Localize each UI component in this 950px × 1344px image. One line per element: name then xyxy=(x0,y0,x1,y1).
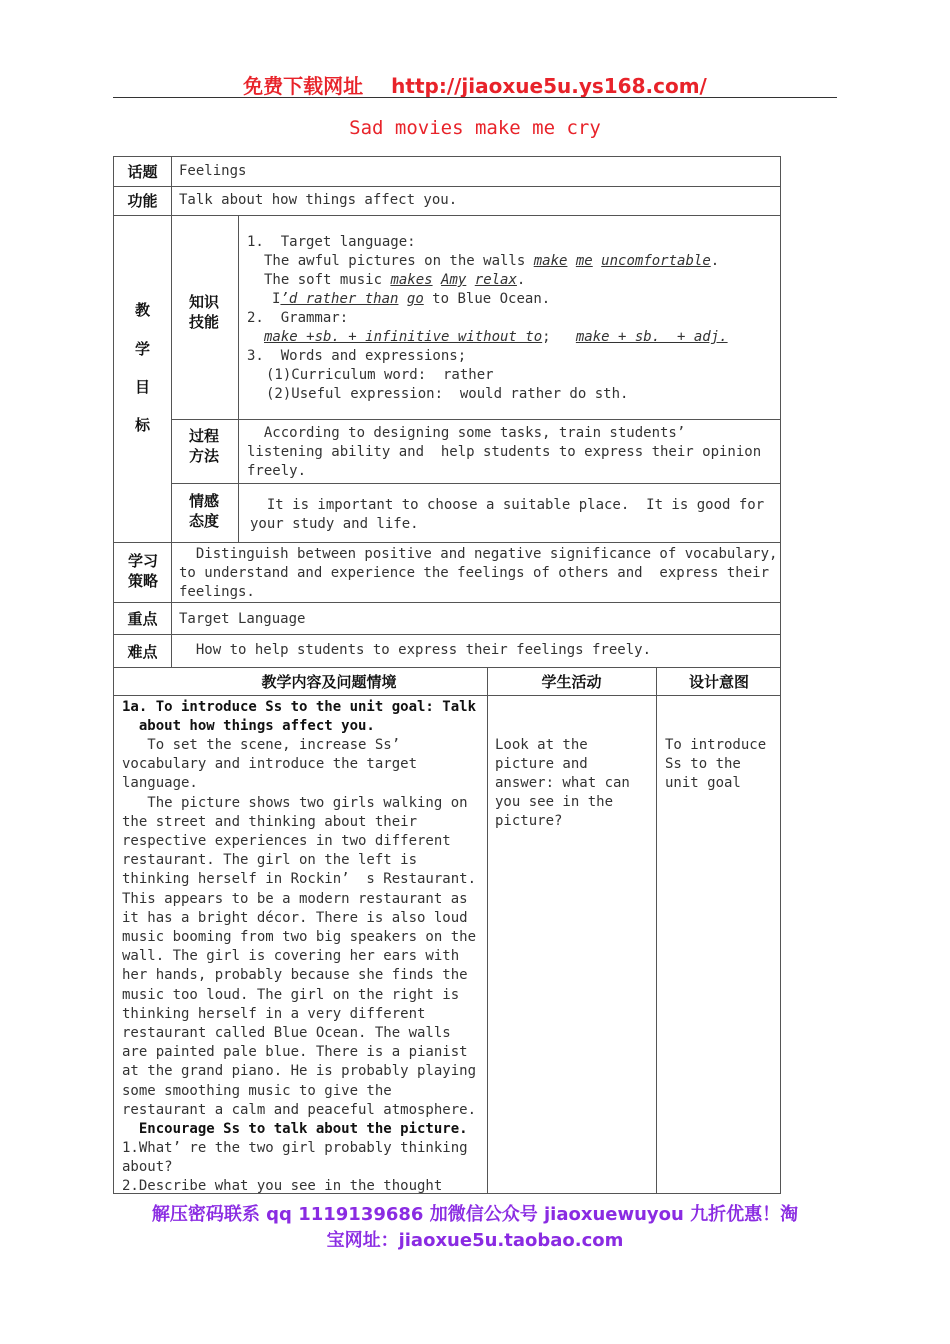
footer-line-1: 解压密码联系 qq 1119139686 加微信公众号 jiaoxuewuyou 九折优惠！淘 xyxy=(151,1204,799,1225)
content-body-line: wall. The girl is covering her ears with xyxy=(122,948,460,965)
free-download-label: 免费下载网址 xyxy=(243,74,364,98)
attitude-line-1: It is important to choose a suitable place. It is good for xyxy=(250,497,765,513)
key-point-label: 重点 xyxy=(127,610,158,628)
activity-line-3: answer: what can xyxy=(495,775,630,791)
content-heading-1: 1a. To introduce Ss to the unit goal: Talk xyxy=(122,699,477,715)
knowledge-label: 知识技能 xyxy=(188,293,219,331)
activity-line-1: Look at the xyxy=(495,737,588,753)
goals-label-2: 学 xyxy=(134,340,150,358)
header-url-link[interactable]: http://jiaoxue5u.ys168.com/ xyxy=(391,74,707,98)
attitude-label: 情感态度 xyxy=(188,492,219,530)
knowledge-example-3: I’d rather than go to Blue Ocean. xyxy=(272,291,551,307)
design-line-1: To introduce xyxy=(665,737,767,753)
design-line-3: unit goal xyxy=(665,775,741,791)
content-body-line: To set the scene, increase Ss’ xyxy=(122,737,401,753)
attitude-line-2: your study and life. xyxy=(250,516,419,532)
process-line-2: listening ability and help students to express their opinion xyxy=(247,444,762,460)
goals-label-4: 标 xyxy=(134,416,150,434)
activity-line-5: picture? xyxy=(495,813,563,829)
design-line-2: Ss to the xyxy=(665,756,741,772)
content-body-line: music too loud. The girl on the right is xyxy=(122,986,460,1003)
strategy-label: 学习策略 xyxy=(127,552,158,590)
content-body-line: at the grand piano. He is probably playing xyxy=(122,1063,477,1080)
content-body-line: her hands, probably because she finds the xyxy=(122,967,468,984)
header-banner xyxy=(0,70,950,99)
topic-label: 话题 xyxy=(127,163,158,181)
content-body-line: the street and thinking about their xyxy=(122,813,418,830)
process-line-1: According to designing some tasks, train students’ xyxy=(247,425,686,441)
knowledge-grammar: make +sb. + infinitive without to; make + sb. + adj. xyxy=(264,329,728,345)
content-body-line: The picture shows two girls walking on xyxy=(122,794,468,811)
content-body-line: restaurant called Blue Ocean. The walls xyxy=(122,1025,451,1041)
process-line-3: freely. xyxy=(247,463,307,479)
function-value: Talk about how things affect you. xyxy=(179,192,458,208)
design-column-header: 设计意图 xyxy=(688,673,749,691)
knowledge-word: (1)Curriculum word: rather xyxy=(266,367,494,383)
content-body-line: some smoothing music to give the xyxy=(122,1082,392,1099)
content-body-line: thinking herself in a very different xyxy=(122,1005,426,1022)
function-label: 功能 xyxy=(127,192,158,210)
goals-label-3: 目 xyxy=(134,378,150,396)
question-line-2: about? xyxy=(122,1159,173,1175)
difficulty-label: 难点 xyxy=(127,643,158,661)
difficulty-value: How to help students to express their feelings freely. xyxy=(179,642,652,658)
header-rule xyxy=(113,97,837,98)
content-body-line: restaurant a calm and peaceful atmosphere. xyxy=(122,1101,477,1118)
strategy-line-2: to understand and experience the feelings of others and express their xyxy=(179,565,770,581)
question-line-3: 2.Describe what you see in the thought xyxy=(122,1178,443,1194)
knowledge-item-1: 1. Target language: xyxy=(247,234,416,250)
activity-line-2: picture and xyxy=(495,756,588,772)
encourage-line: Encourage Ss to talk about the picture. xyxy=(122,1121,468,1137)
knowledge-item-2: 2. Grammar: xyxy=(247,310,349,326)
knowledge-example-2: The soft music makes Amy relax. xyxy=(264,272,526,288)
knowledge-item-3: 3. Words and expressions; xyxy=(247,348,467,364)
content-body-line: This appears to be a modern restaurant as xyxy=(122,890,468,907)
content-body-line: vocabulary and introduce the target xyxy=(122,756,418,773)
content-body-line: music booming from two big speakers on the xyxy=(122,929,477,945)
page-title: Sad movies make me cry xyxy=(349,117,601,139)
strategy-line-1: Distinguish between positive and negative significance of vocabulary, xyxy=(179,546,778,562)
content-body-line: respective experiences in two different xyxy=(122,833,451,849)
question-line-1: 1.What’ re the two girl probably thinking xyxy=(122,1140,468,1156)
activity-line-4: you see in the xyxy=(495,794,614,810)
content-body-line: are painted pale blue. There is a pianist xyxy=(122,1044,468,1061)
content-column-header: 教学内容及问题情境 xyxy=(261,673,397,691)
footer-line-2: 宝网址：jiaoxue5u.taobao.com xyxy=(326,1230,624,1251)
knowledge-expression: (2)Useful expression: would rather do sth. xyxy=(266,386,629,402)
key-point-value: Target Language xyxy=(179,611,306,627)
activity-column-header: 学生活动 xyxy=(541,673,602,691)
content-heading-2: about how things affect you. xyxy=(122,718,375,734)
content-body-line: language. xyxy=(122,775,198,792)
strategy-line-3: feelings. xyxy=(179,584,255,600)
topic-value: Feelings xyxy=(179,163,247,179)
content-body-line: it has a bright décor. There is also loud xyxy=(122,909,468,926)
lesson-plan-table xyxy=(113,156,781,1194)
content-body-line: thinking herself in Rockin’ s Restaurant. xyxy=(122,871,477,888)
knowledge-example-1: The awful pictures on the walls make me uncomfortable. xyxy=(264,253,720,269)
process-label: 过程方法 xyxy=(188,427,219,465)
goals-label-1: 教 xyxy=(134,301,150,319)
content-body-line: restaurant. The girl on the left is xyxy=(122,852,418,869)
